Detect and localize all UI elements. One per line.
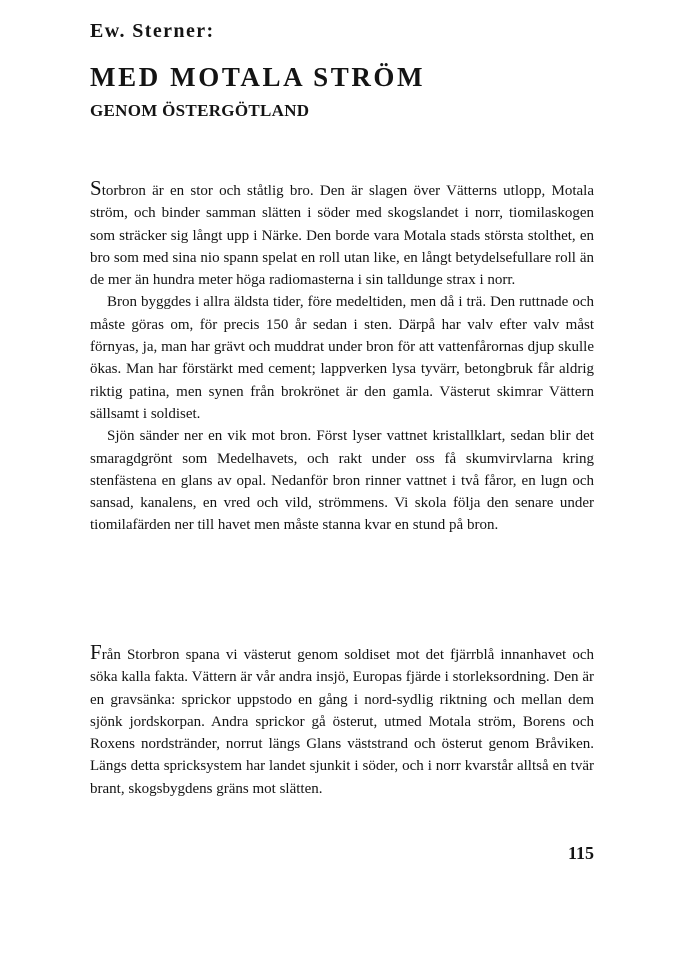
paragraph xyxy=(90,640,594,800)
paragraph xyxy=(90,425,594,536)
initial-letter: S xyxy=(90,176,102,200)
text-block-1 xyxy=(90,176,594,537)
page-number: 115 xyxy=(567,843,594,863)
author-heading: Ew. Sterner: xyxy=(90,20,215,42)
chapter-title: MED MOTALA STRÖM xyxy=(90,62,426,92)
text-block-2 xyxy=(90,640,594,800)
paragraph-text: Sjön sänder ner en vik mot bron. Först lyser vattnet kristallklart, sedan blir det smaragdgrönt som Medelhavets, och rakt under oss få skumvirvlarna kring stenfästena en glans av opal. Nedanför bron rinner vattnet i två fåror, en lugn och sansad, kanalens, en vred och vild, strömmens. Vi skola följa den senare under tiomilafärden ner till havet men måste stanna kvar en stund på bron. xyxy=(90,428,594,534)
chapter-subtitle: GENOM ÖSTERGÖTLAND xyxy=(90,101,310,120)
paragraph-text: Bron byggdes i allra äldsta tider, före medeltiden, men då i trä. Den ruttnade och måste göras om, för precis 150 år sedan i sten. Därpå har valv efter valv måst förnyas, ja, man har grävt och muddrat under bron för att vattenfårornas djup skulle ökas. Man har förstärkt med cement; lappverken lysa tyvärr, betongbruk får aldrig riktig patina, men synen från brokrönet är den gamla. Västerut skimrar Vättern sällsamt i soldiset. xyxy=(90,294,594,422)
paragraph xyxy=(90,291,594,425)
paragraph-text: rån Storbron spana vi västerut genom soldiset mot det fjärrblå innanhavet och söka kalla fakta. Vättern är vår andra insjö, Europas fjärde i storleksordning. Den är en gravsänka: sprickor uppstodo en gång i nord-sydlig riktning och mellan dem sjönk jordskorpan. Andra sprickor gå österut, utmed Motala ström, Borens och Roxens nordstränder, norrut längs Glans väststrand och österut genom Bråviken. Längs detta spricksystem har landet sjunkit i söder, och i norr kvarstår alltså en tvär brant, skogsbygdens gräns mot slätten. xyxy=(90,647,594,797)
paragraph xyxy=(90,176,594,291)
initial-letter: F xyxy=(90,640,102,664)
paragraph-text: torbron är en stor och ståtlig bro. Den är slagen över Vätterns utlopp, Motala ström, och binder samman slätten i söder med skogslandet i norr, tiomilaskogen som sträcker sig långt upp i Närke. Den borde vara Motala stads största stolthet, en bro som med sina nio spann spelat en roll utan like, en långt betydelsefullare roll än de mer än hundra meter höga radiomasterna i sin talldunge strax i norr. xyxy=(90,183,594,289)
